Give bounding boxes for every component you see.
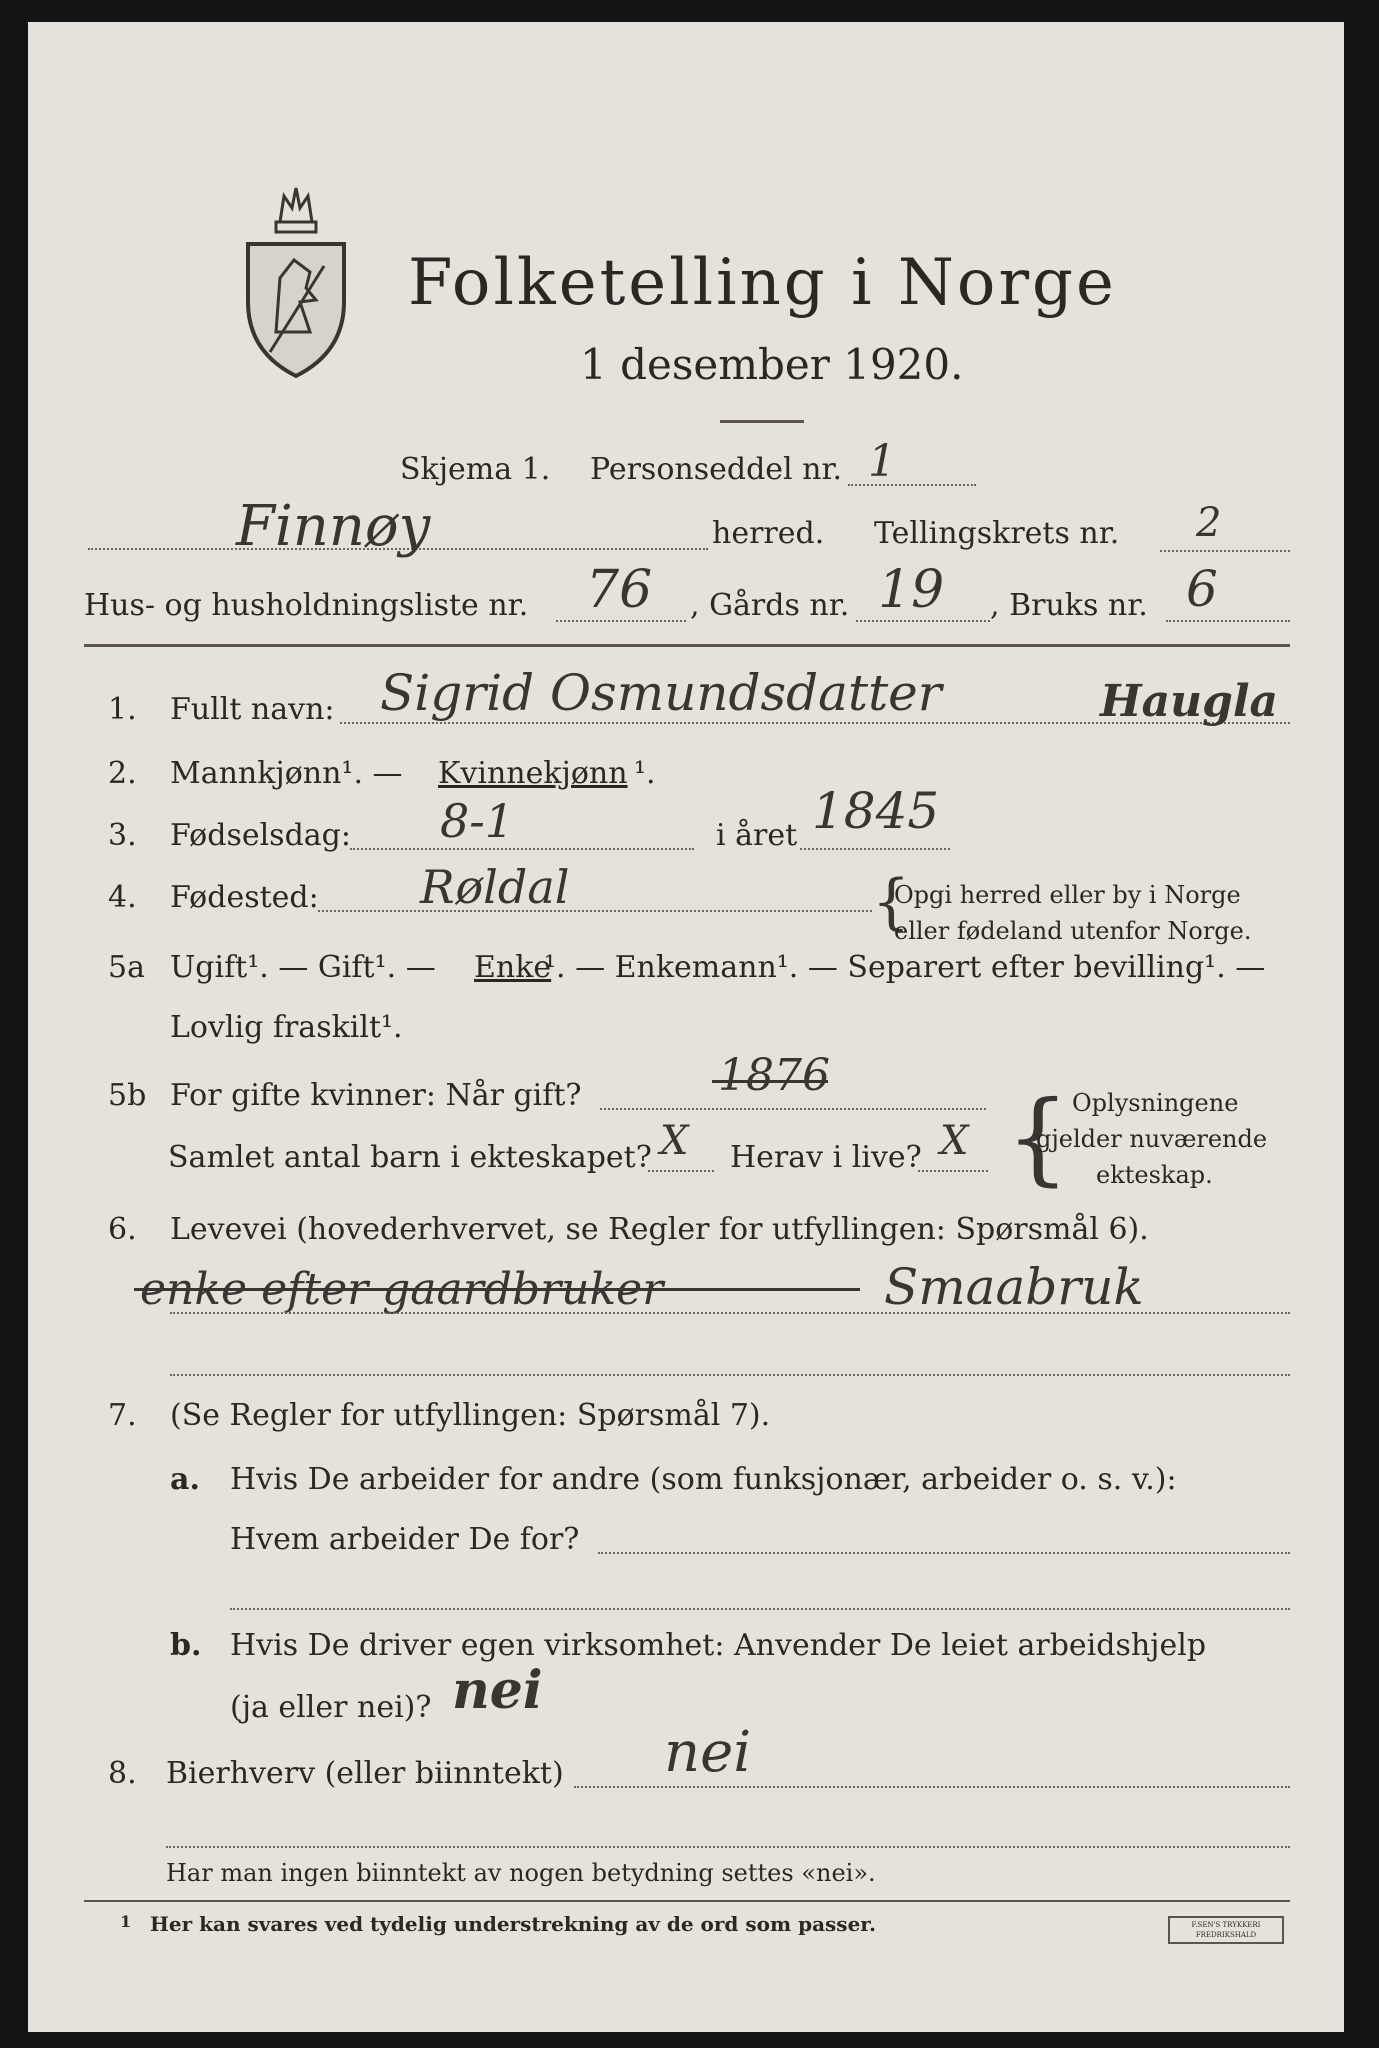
personseddel-label: Personseddel nr. xyxy=(590,452,843,487)
q5a-number: 5a xyxy=(108,950,145,985)
bruks-label: , Bruks nr. xyxy=(990,588,1148,623)
q7b-value[interactable]: nei xyxy=(452,1660,543,1721)
header-divider xyxy=(84,644,1290,647)
q5a-label-c: Lovlig fraskilt¹. xyxy=(170,1010,403,1045)
q5b-value[interactable]: 1876 xyxy=(718,1050,830,1101)
q6-value[interactable]: Smaabruk xyxy=(884,1258,1144,1316)
q4-brace: { xyxy=(872,867,911,937)
q4-number: 4. xyxy=(108,880,137,915)
tellingskrets-value[interactable]: 2 xyxy=(1196,500,1222,546)
q3-line xyxy=(350,848,694,850)
gards-line xyxy=(856,620,990,622)
personseddel-value[interactable]: 1 xyxy=(868,436,896,487)
q5b-children-line xyxy=(648,1170,714,1172)
form-title: Folketelling i Norge xyxy=(408,246,1117,320)
q1-number: 1. xyxy=(108,692,137,727)
q8-number: 8. xyxy=(108,1756,137,1791)
q2-label-c: ¹. xyxy=(634,756,656,791)
q5b-note-3: ekteskap. xyxy=(1096,1161,1213,1189)
q4-note-2: eller fødeland utenfor Norge. xyxy=(894,917,1252,945)
herred-value[interactable]: Finnøy xyxy=(236,494,431,559)
form-note: Har man ingen biinntekt av nogen betydning settes «nei». xyxy=(166,1859,876,1887)
q4-label: Fødested: xyxy=(170,880,319,915)
q5a-option-enke[interactable]: Enke xyxy=(474,950,552,985)
printer-stamp: F.SEN'S TRYKKERI FREDRIKSHALD xyxy=(1168,1916,1284,1944)
q1-label: Fullt navn: xyxy=(170,692,335,727)
q3-year-value[interactable]: 1845 xyxy=(812,782,940,840)
q7a-letter: a. xyxy=(170,1462,200,1497)
q6-line-1 xyxy=(170,1312,1290,1314)
norway-coat-of-arms-icon xyxy=(240,182,352,380)
q5b-number: 5b xyxy=(108,1078,147,1113)
q8-line-2 xyxy=(166,1846,1290,1848)
q4-value[interactable]: Røldal xyxy=(420,860,570,914)
q4-line xyxy=(318,910,872,912)
q7a-label-2: Hvem arbeider De for? xyxy=(230,1522,580,1557)
q7b-label: Hvis De driver egen virksomhet: Anvender De leiet arbeidshjelp xyxy=(230,1628,1207,1663)
q6-label: Levevei (hovederhvervet, se Regler for utfyllingen: Spørsmål 6). xyxy=(170,1212,1149,1247)
q8-value[interactable]: nei xyxy=(664,1720,752,1785)
q3-year-line xyxy=(800,848,950,850)
q7b-letter: b. xyxy=(170,1628,202,1663)
q2-label-a: Mannkjønn¹. — xyxy=(170,756,403,791)
q3-number: 3. xyxy=(108,818,137,853)
q3-label: Fødselsdag: xyxy=(170,818,351,853)
q5b-brace: { xyxy=(1006,1079,1070,1196)
footnote-divider xyxy=(84,1900,1290,1902)
q6-strike-line xyxy=(134,1288,860,1291)
gards-label: , Gårds nr. xyxy=(690,588,850,623)
tellingskrets-line xyxy=(1160,550,1290,552)
gards-value[interactable]: 19 xyxy=(878,560,945,620)
q5b-children-value[interactable]: X xyxy=(660,1118,689,1164)
q3-value[interactable]: 8-1 xyxy=(440,794,515,848)
q6-line-2 xyxy=(170,1374,1290,1376)
footnote-text: Her kan svares ved tydelig understrekning av de ord som passer. xyxy=(150,1912,876,1936)
tellingskrets-label: Tellingskrets nr. xyxy=(874,516,1120,551)
q2-option-kvinnekjonn[interactable]: Kvinnekjønn xyxy=(438,756,628,791)
q7a-line-1 xyxy=(598,1552,1290,1554)
q2-number: 2. xyxy=(108,756,137,791)
q7-label: (Se Regler for utfyllingen: Spørsmål 7). xyxy=(170,1398,771,1433)
herred-label: herred. xyxy=(712,516,825,551)
q3-year-label: i året xyxy=(716,818,798,853)
bruks-line xyxy=(1166,620,1290,622)
q5a-label-b: ¹. — Enkemann¹. — Separert efter bevilling¹. — xyxy=(544,950,1266,985)
q5b-alive-line xyxy=(918,1170,988,1172)
q5b-value-strike xyxy=(712,1080,828,1083)
q5b-alive-value[interactable]: X xyxy=(940,1118,969,1164)
bruks-value[interactable]: 6 xyxy=(1186,560,1218,618)
q7-number: 7. xyxy=(108,1398,137,1433)
title-divider xyxy=(720,420,804,423)
q4-note-1: Opgi herred eller by i Norge xyxy=(894,881,1241,909)
q1-value[interactable]: Sigrid Osmundsdatter xyxy=(380,664,942,722)
q8-line xyxy=(574,1786,1290,1788)
q6-number: 6. xyxy=(108,1212,137,1247)
q8-label: Bierhverv (eller biinntekt) xyxy=(166,1756,564,1791)
q5b-children-label: Samlet antal barn i ekteskapet? xyxy=(168,1140,652,1175)
q5b-line xyxy=(600,1108,986,1110)
q5a-label-a: Ugift¹. — Gift¹. — xyxy=(170,950,436,985)
q5b-note-1: Oplysningene xyxy=(1072,1089,1239,1117)
husholdning-line xyxy=(556,620,686,622)
q1-value-extra[interactable]: Haugla xyxy=(1100,676,1279,727)
census-date: 1 desember 1920. xyxy=(580,340,964,389)
q6-struck-value[interactable]: enke efter gaardbruker xyxy=(140,1264,664,1315)
q5b-note-2: gjelder nuværende xyxy=(1036,1125,1268,1153)
q7b-label-2: (ja eller nei)? xyxy=(230,1690,432,1725)
q7a-line-2 xyxy=(230,1608,1290,1610)
skjema-label: Skjema 1. xyxy=(400,452,551,487)
husholdning-label: Hus- og husholdningsliste nr. xyxy=(84,588,529,623)
footnote-mark: 1 xyxy=(120,1912,132,1931)
husholdning-value[interactable]: 76 xyxy=(586,560,653,620)
q7a-label: Hvis De arbeider for andre (som funksjonær, arbeider o. s. v.): xyxy=(230,1462,1177,1497)
q5b-alive-label: Herav i live? xyxy=(730,1140,922,1175)
q5b-label: For gifte kvinner: Når gift? xyxy=(170,1078,582,1113)
